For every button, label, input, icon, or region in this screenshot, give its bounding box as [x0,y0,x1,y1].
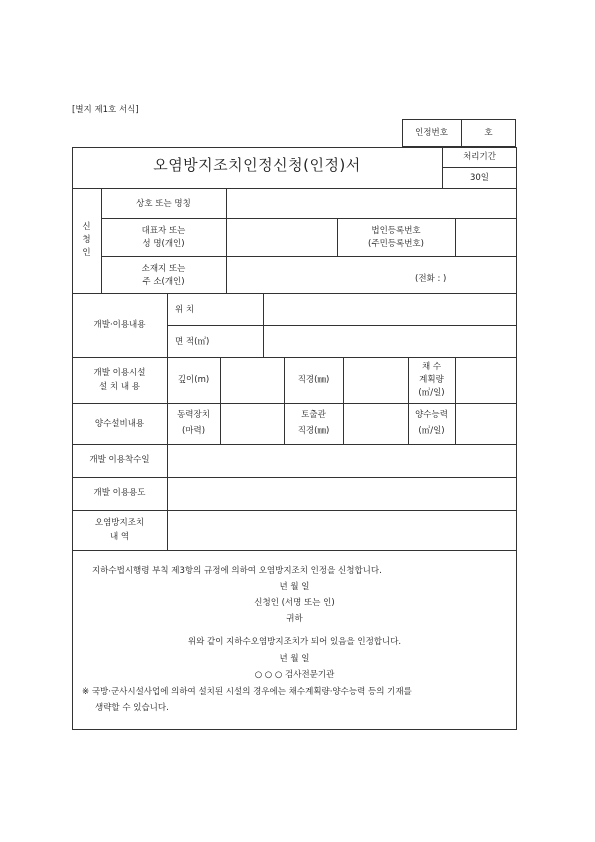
footnote-line-2: 생략할 수 있습니다. [95,703,169,713]
approval-number-value[interactable]: 호 [484,128,493,138]
plan-label-1: 채 수 [421,362,442,372]
processing-period-label: 처리기간 [463,152,496,162]
pumping-label: 양수설비내용 [94,419,145,429]
development-label: 개발·이용내용 [93,320,146,330]
representative-label-2: 성 명(개인) [142,239,185,249]
corp-reg-field[interactable] [456,219,516,256]
prevention-label-1: 오염방지조치 [94,518,145,528]
corp-reg-label-1: 법인등록번호 [371,226,421,236]
discharge-label-1: 토출관 [301,410,326,420]
facility-label-1: 개발 이용시설 [93,368,146,378]
depth-field[interactable] [221,358,283,403]
address-label-2: 주 소(개인) [142,277,185,287]
dev-use-field[interactable] [168,478,516,510]
depth-label: 깊이(m) [177,375,210,385]
prevention-label-2: 내 역 [109,532,130,542]
processing-period-value: 30일 [469,173,490,183]
application-date[interactable]: 년 월 일 [279,582,310,592]
facility-label-2: 설 치 내 용 [99,382,140,392]
representative-label-1: 대표자 또는 [141,226,186,236]
plan-field[interactable] [456,358,516,403]
area-label: 면 적(㎡) [175,337,210,347]
representative-field[interactable] [227,219,336,256]
motor-label-2: (마력) [181,426,206,436]
footnote-line-1: ※ 국방·군사시설사업에 의하여 설치된 시설의 경우에는 채수계획량·양수능력 등의 기재를 [82,687,412,697]
dev-start-field[interactable] [168,445,516,477]
certification-date[interactable]: 년 월 일 [279,654,310,664]
certification-statement: 위와 같이 지하수오염방지조치가 되어 있음을 인정합니다. [187,637,402,647]
application-statement: 지하수법시행령 부칙 제3항의 규정에 의하여 오염방지조치 인정을 신청합니다. [92,566,382,576]
approval-number-label: 인정번호 [415,128,448,138]
addressee: 귀하 [286,614,303,624]
diameter-field[interactable] [344,358,407,403]
plan-label-3: (㎥/일) [418,388,445,398]
applicant-group-label-1: 신 [82,222,91,232]
inspection-agency: ○ ○ ○ 검사전문기관 [254,670,335,680]
discharge-label-2: 직경(㎜) [297,426,330,436]
phone-label: (전화 : ) [415,274,447,284]
applicant-group-label-3: 인 [82,248,91,258]
capacity-field[interactable] [456,404,516,444]
corp-reg-label-2: (주민등록번호) [368,239,424,249]
business-name-label: 상호 또는 명칭 [136,199,191,209]
capacity-label-1: 양수능력 [415,410,448,420]
form-title: 오염방지조치인정신청(인정)서 [153,156,361,174]
discharge-field[interactable] [344,404,407,444]
location-label: 위 치 [175,305,195,315]
location-field[interactable] [264,294,516,325]
motor-label-1: 동력장치 [177,410,210,420]
dev-use-label: 개발 이용용도 [93,488,146,498]
capacity-label-2: (㎥/일) [418,426,445,436]
business-name-field[interactable] [227,189,516,218]
form-number-label: [별지 제1호 서식] [72,105,139,115]
prevention-field[interactable] [168,511,516,550]
area-field[interactable] [264,326,516,357]
address-field[interactable] [227,257,516,292]
applicant-group-label-2: 청 [82,235,91,245]
plan-label-2: 계획량 [419,375,444,385]
dev-start-label: 개발 이용착수일 [89,455,150,465]
diameter-label: 직경(㎜) [297,375,330,385]
address-label-1: 소재지 또는 [141,264,186,274]
motor-field[interactable] [221,404,283,444]
applicant-signature[interactable]: 신청인 (서명 또는 인) [254,598,335,608]
